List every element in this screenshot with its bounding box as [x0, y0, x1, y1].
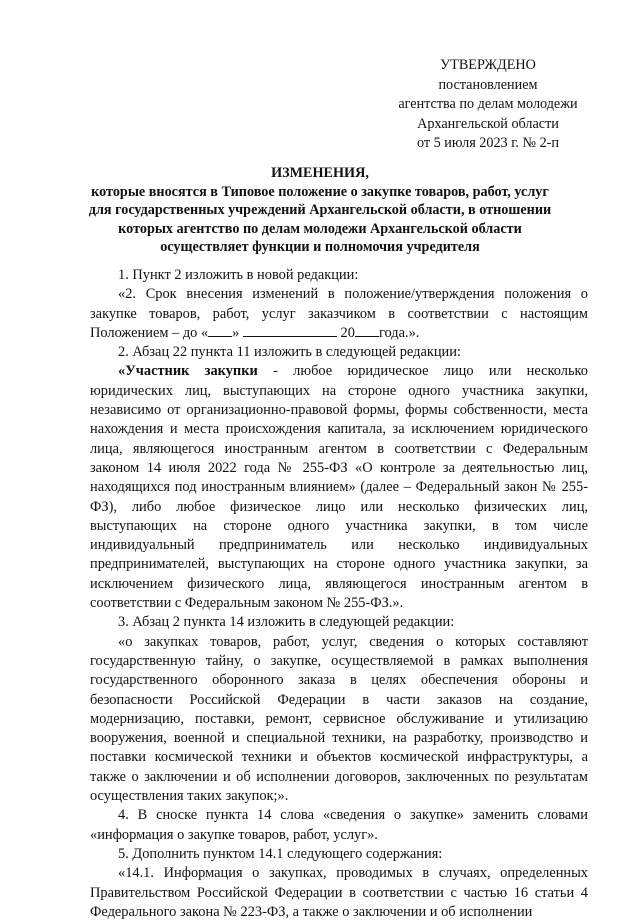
- paragraph: 2. Абзац 22 пункта 11 изложить в следующей редакции:: [118, 344, 461, 361]
- blank-field: [208, 324, 232, 337]
- title-line: которые вносятся в Типовое положение о закупке товаров, работ, услуг: [91, 183, 549, 200]
- paragraph-text: «2. Срок внесения изменений в положение/утверждения положения о закупке товаров, работ, услуг заказчиком в соответствии с настоящим Положением – до «: [90, 286, 588, 341]
- approval-line: от 5 июля 2023 г. № 2-п: [416, 135, 559, 151]
- paragraph: [90, 285, 588, 343]
- document-body: [90, 266, 588, 922]
- document-title: [80, 164, 560, 257]
- blank-field: [355, 324, 379, 337]
- paragraph: 4. В сноске пункта 14 слова «сведения о закупке» заменить словами «информация о закупке товаров, работ, услуг».: [90, 807, 588, 843]
- approval-stamp: [388, 56, 588, 154]
- term-bold: «Участник закупки: [118, 363, 258, 380]
- blank-field: [243, 324, 337, 337]
- paragraph-text: »: [232, 324, 243, 341]
- paragraph: «о закупках товаров, работ, услуг, сведения о которых составляют государственную тайну, о закупке, осуществляемой в рамках выполнения государственного оборонного заказа в целях обеспечения обороны и безопасности Российской Федерации в части заказов на создание, модернизацию, поставки, ремонт, сервисное обслуживание и утилизацию вооружения, военной и специальной техники, на разработку, производство и поставки космической техники и объектов космической инфраструктуры, а также о заключении и об исполнении договоров, заключенных по результатам осуществления таких закупок;».: [90, 633, 588, 805]
- paragraph: 5. Дополнить пунктом 14.1 следующего содержания:: [118, 845, 443, 862]
- paragraph-text: 20: [336, 324, 355, 341]
- title-heading: ИЗМЕНЕНИЯ,: [271, 165, 369, 181]
- paragraph: «14.1. Информация о закупках, проводимых в случаях, определенных Правительством Российской Федерации в соответствии с частью 16 статьи 4 Федерального закона № 223-ФЗ, а также о заключении и об исполнении: [90, 865, 588, 920]
- title-line: которых агентство по делам молодежи Архангельской области: [118, 220, 522, 237]
- title-line: осуществляет функции и полномочия учредителя: [160, 239, 480, 256]
- title-line: для государственных учреждений Архангельской области, в отношении: [88, 202, 552, 219]
- approval-line: агентства по делам молодежи: [398, 96, 578, 112]
- approval-line: УТВЕРЖДЕНО: [440, 57, 536, 73]
- paragraph: 3. Абзац 2 пункта 14 изложить в следующей редакции:: [118, 614, 455, 631]
- paragraph: [90, 362, 588, 613]
- paragraph-text: года.».: [378, 324, 420, 341]
- approval-line: постановлением: [438, 76, 538, 93]
- paragraph: 1. Пункт 2 изложить в новой редакции:: [118, 267, 359, 283]
- approval-line: Архангельской области: [417, 115, 559, 132]
- paragraph-text: - любое юридическое лицо или несколько юридических лиц, выступающих на стороне одного участника закупки, независимо от организационно-правовой формы, формы собственности, места нахождения и места происхождения капитала, за исключением юридического лица, являющегося иностранным агентом в соответствии с Федеральным законом 14 июля 2022 года № 255-ФЗ «О контроле за деятельностью лиц, находящихся под иностранным влиянием» (далее – Федеральный закон № 255-ФЗ), либо любое физическое лицо или несколько физических лиц, выступающих на стороне одного участника закупки, в том числе индивидуальный предприниматель или несколько индивидуальных предпринимателей, выступающих на стороне одного участника закупки, за исключением физического лица, являющегося иностранным агентом в соответствии с Федеральным законом № 255-ФЗ.».: [90, 363, 588, 612]
